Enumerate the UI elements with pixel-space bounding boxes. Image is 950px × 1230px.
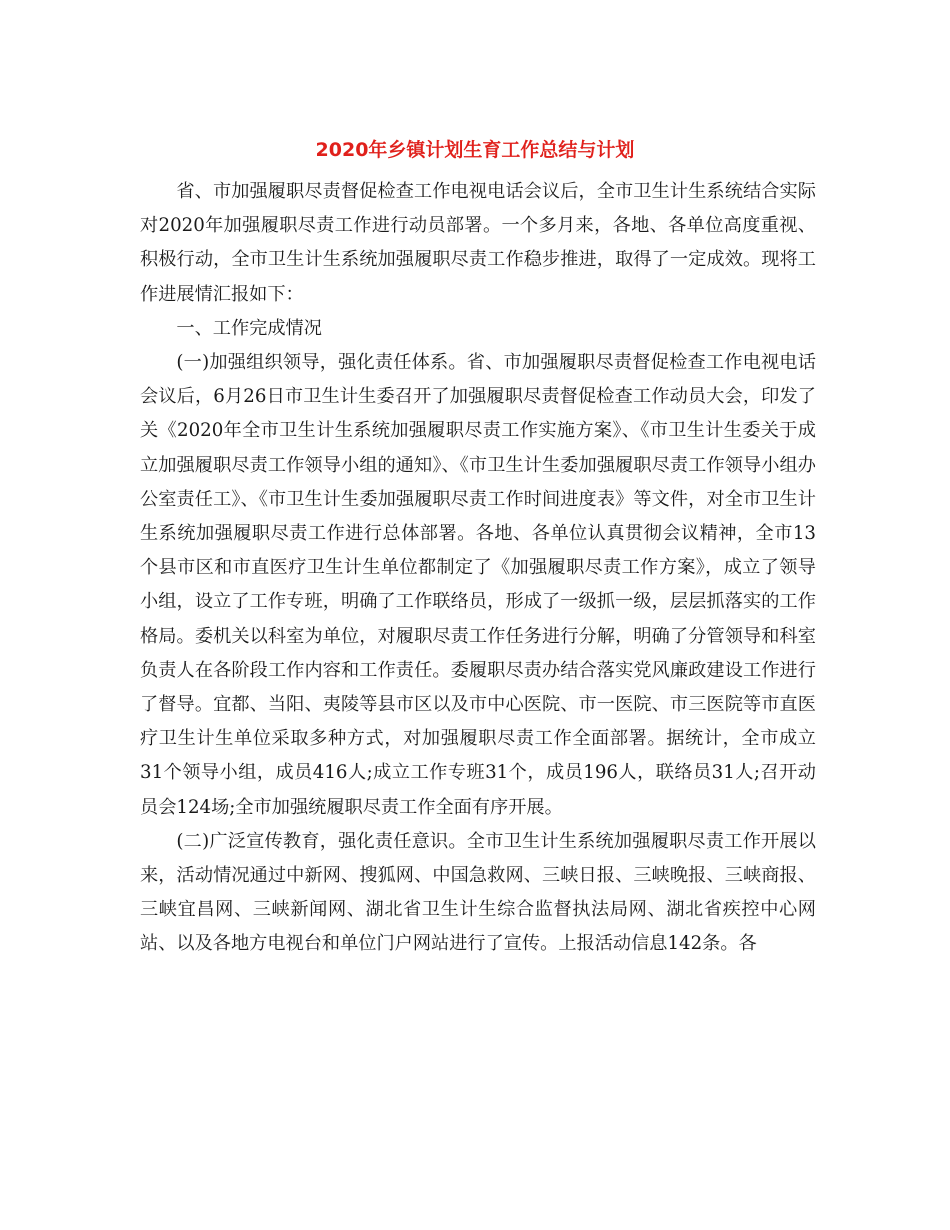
body-paragraph: (二)广泛宣传教育，强化责任意识。全市卫生计生系统加强履职尽责工作开展以来，活动情况通过中新网、搜狐网、中国急救网、三峡日报、三峡晚报、三峡商报、三峡宜昌网、三峡新闻网、湖北省卫生计生综合监督执法局网、湖北省疾控中心网站、以及各地方电视台和单位门户网站进行了宣传。上报活动信息142条。各 — [140, 830, 816, 955]
intro-paragraph: 省、市加强履职尽责督促检查工作电视电话会议后，全市卫生计生系统结合实际对2020年加强履职尽责工作进行动员部署。一个多月来，各地、各单位高度重视、积极行动，全市卫生计生系统加强履职尽责工作稳步推进，取得了一定成效。现将工作进展情汇报如下： — [140, 181, 816, 305]
document-body — [140, 175, 816, 962]
section-heading: 一、工作完成情况 — [176, 317, 322, 339]
body-paragraph: (一)加强组织领导，强化责任体系。省、市加强履职尽责督促检查工作电视电话会议后，6月26日市卫生计生委召开了加强履职尽责督促检查工作动员大会，印发了关《2020年全市卫生计生系统加强履职尽责工作实施方案》、《市卫生计生委关于成立加强履职尽责工作领导小组的通知》、《市卫生计生委加强履职尽责工作领导小组办公室责任工》、《市卫生计生委加强履职尽责工作时间进度表》等文件，对全市卫生计生系统加强履职尽责工作进行总体部署。各地、各单位认真贯彻会议精神，全市13个县市区和市直医疗卫生计生单位都制定了《加强履职尽责工作方案》，成立了领导小组，设立了工作专班，明确了工作联络员，形成了一级抓一级，层层抓落实的工作格局。委机关以科室为单位，对履职尽责工作任务进行分解，明确了分管领导和科室负责人在各阶段工作内容和工作责任。委履职尽责办结合落实党风廉政建设工作进行了督导。宜都、当阳、夷陵等县市区以及市中心医院、市一医院、市三医院等市直医疗卫生计生单位采取多种方式，对加强履职尽责工作全面部署。据统计，全市成立31个领导小组，成员416人;成立工作专班31个，成员196人，联络员31人;召开动员会124场;全市加强统履职尽责工作全面有序开展。 — [140, 352, 816, 818]
document-title: 2020年乡镇计划生育工作总结与计划 — [315, 139, 635, 161]
